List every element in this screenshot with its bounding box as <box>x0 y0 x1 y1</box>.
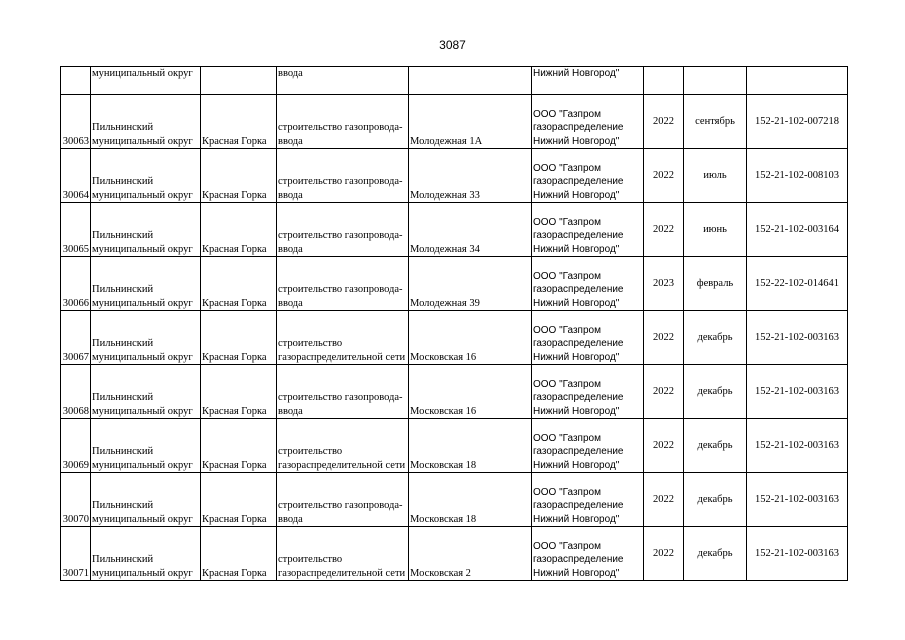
cell-work-line: строительство газопровода- <box>278 122 403 133</box>
cell-organization-line: ООО "Газпром <box>533 162 601 174</box>
cell-district <box>91 95 201 149</box>
cell-work-line: ввода <box>278 189 303 201</box>
cell-district <box>91 473 201 527</box>
table-row <box>61 149 848 203</box>
cell-organization-line: ООО "Газпром <box>533 432 601 444</box>
table-row <box>61 527 848 581</box>
cell-organization <box>532 257 644 311</box>
cell-organization <box>532 149 644 203</box>
cell-work-line: ввода <box>278 135 303 147</box>
table-row <box>61 473 848 527</box>
cell-organization-line: Нижний Новгород" <box>533 513 620 525</box>
cell-month: февраль <box>684 257 747 311</box>
cell-work-line: строительство газопровода- <box>278 500 403 511</box>
cell-district-line: Пильнинский <box>92 338 154 349</box>
cell-year: 2023 <box>644 257 684 311</box>
cell-month: декабрь <box>684 365 747 419</box>
cell-work <box>277 203 409 257</box>
cell-num <box>61 67 91 95</box>
cell-work <box>277 527 409 581</box>
cell-organization-line: Нижний Новгород" <box>533 567 620 579</box>
cell-district-line: Пильнинский <box>92 554 154 565</box>
cell-organization <box>532 95 644 149</box>
cell-organization-line: Нижний Новгород" <box>533 135 620 147</box>
cell-month: июль <box>684 149 747 203</box>
cell-organization-line: газораспределение <box>533 500 624 511</box>
cell-address: Московская 18 <box>409 473 532 527</box>
cell-district-line: муниципальный округ <box>92 189 193 201</box>
cell-settlement: Красная Горка <box>201 257 277 311</box>
cell-district-line: муниципальный округ <box>92 459 193 471</box>
cell-settlement <box>201 67 277 95</box>
table-row <box>61 419 848 473</box>
cell-organization-line: газораспределение <box>533 230 624 241</box>
cell-work <box>277 311 409 365</box>
cell-month: сентябрь <box>684 95 747 149</box>
cell-organization <box>532 365 644 419</box>
cell-district <box>91 527 201 581</box>
cell-organization-line: Нижний Новгород" <box>533 243 620 255</box>
cell-address: Московская 16 <box>409 311 532 365</box>
cell-organization-line: ООО "Газпром <box>533 540 601 552</box>
cell-organization-line: ООО "Газпром <box>533 486 601 498</box>
cell-organization <box>532 527 644 581</box>
cell-organization-line: ООО "Газпром <box>533 324 601 336</box>
cell-work <box>277 95 409 149</box>
cell-district-line: Пильнинский <box>92 230 154 241</box>
table-row <box>61 257 848 311</box>
cell-work-line: строительство газопровода- <box>278 230 403 241</box>
cell-settlement: Красная Горка <box>201 527 277 581</box>
cell-address <box>409 67 532 95</box>
cell-work-line: ввода <box>278 513 303 525</box>
cell-num: 30066 <box>61 257 91 311</box>
cell-code: 152-21-102-003163 <box>747 419 848 473</box>
cell-code: 152-21-102-003163 <box>747 311 848 365</box>
cell-district-line: муниципальный округ <box>92 135 193 147</box>
cell-district-line: Пильнинский <box>92 284 154 295</box>
cell-num: 30063 <box>61 95 91 149</box>
cell-work-line: строительство газопровода- <box>278 392 403 403</box>
cell-address: Молодежная 33 <box>409 149 532 203</box>
cell-district-line: Пильнинский <box>92 392 154 403</box>
cell-organization <box>532 203 644 257</box>
table-row <box>61 95 848 149</box>
table-row <box>61 311 848 365</box>
cell-settlement: Красная Горка <box>201 95 277 149</box>
cell-organization-line: газораспределение <box>533 284 624 295</box>
cell-year: 2022 <box>644 527 684 581</box>
cell-work-line: газораспределительной сети <box>278 351 406 363</box>
cell-num: 30068 <box>61 365 91 419</box>
cell-settlement: Красная Горка <box>201 311 277 365</box>
cell-work: ввода <box>277 67 409 95</box>
cell-year: 2022 <box>644 311 684 365</box>
cell-year: 2022 <box>644 419 684 473</box>
cell-district-line: муниципальный округ <box>92 405 193 417</box>
cell-organization-line: Нижний Новгород" <box>533 297 620 309</box>
cell-work <box>277 149 409 203</box>
cell-code: 152-21-102-003164 <box>747 203 848 257</box>
cell-work-line: строительство газопровода- <box>278 176 403 187</box>
cell-district <box>91 311 201 365</box>
cell-work <box>277 473 409 527</box>
cell-month: декабрь <box>684 419 747 473</box>
cell-organization-line: Нижний Новгород" <box>533 405 620 417</box>
cell-organization-line: газораспределение <box>533 392 624 403</box>
cell-district-line: муниципальный округ <box>92 297 193 309</box>
cell-year: 2022 <box>644 95 684 149</box>
cell-organization <box>532 419 644 473</box>
cell-organization-line: ООО "Газпром <box>533 108 601 120</box>
cell-work-line: строительство газопровода- <box>278 284 403 295</box>
cell-address: Московская 2 <box>409 527 532 581</box>
cell-work-line: ввода <box>278 405 303 417</box>
cell-month: декабрь <box>684 473 747 527</box>
cell-num: 30069 <box>61 419 91 473</box>
cell-num: 30067 <box>61 311 91 365</box>
cell-num: 30064 <box>61 149 91 203</box>
cell-work <box>277 365 409 419</box>
cell-district <box>91 203 201 257</box>
cell-address: Молодежная 1А <box>409 95 532 149</box>
cell-work <box>277 257 409 311</box>
cell-address: Молодежная 39 <box>409 257 532 311</box>
page-number: 3087 <box>439 38 466 52</box>
cell-settlement: Красная Горка <box>201 203 277 257</box>
cell-code: 152-21-102-003163 <box>747 473 848 527</box>
cell-district-line: Пильнинский <box>92 176 154 187</box>
cell-district <box>91 419 201 473</box>
cell-district-line: муниципальный округ <box>92 351 193 363</box>
cell-district-line: Пильнинский <box>92 122 154 133</box>
cell-num: 30070 <box>61 473 91 527</box>
cell-month <box>684 67 747 95</box>
cell-organization-line: Нижний Новгород" <box>533 189 620 201</box>
cell-settlement: Красная Горка <box>201 419 277 473</box>
cell-district <box>91 149 201 203</box>
cell-organization-line: газораспределение <box>533 338 624 349</box>
cell-district-line: Пильнинский <box>92 446 154 457</box>
cell-code: 152-21-102-003163 <box>747 365 848 419</box>
cell-num: 30065 <box>61 203 91 257</box>
cell-month: декабрь <box>684 527 747 581</box>
cell-organization-line: ООО "Газпром <box>533 378 601 390</box>
cell-organization <box>532 473 644 527</box>
cell-num: 30071 <box>61 527 91 581</box>
cell-district <box>91 365 201 419</box>
cell-work-line: строительство <box>278 338 343 349</box>
gas-objects-table <box>60 66 848 581</box>
cell-organization-line: газораспределение <box>533 446 624 457</box>
cell-year <box>644 67 684 95</box>
cell-year: 2022 <box>644 149 684 203</box>
cell-settlement: Красная Горка <box>201 149 277 203</box>
cell-district-line: муниципальный округ <box>92 513 193 525</box>
cell-address: Молодежная 34 <box>409 203 532 257</box>
cell-year: 2022 <box>644 365 684 419</box>
cell-address: Московская 16 <box>409 365 532 419</box>
cell-work-line: газораспределительной сети <box>278 567 406 579</box>
cell-district-line: муниципальный округ <box>92 567 193 579</box>
cell-organization: Нижний Новгород" <box>532 67 644 95</box>
cell-month: июнь <box>684 203 747 257</box>
cell-year: 2022 <box>644 203 684 257</box>
cell-code <box>747 67 848 95</box>
cell-organization-line: ООО "Газпром <box>533 270 601 282</box>
cell-work-line: ввода <box>278 297 303 309</box>
cell-settlement: Красная Горка <box>201 365 277 419</box>
cell-organization-line: Нижний Новгород" <box>533 459 620 471</box>
cell-work-line: газораспределительной сети <box>278 459 406 471</box>
cell-district <box>91 257 201 311</box>
cell-work-line: ввода <box>278 243 303 255</box>
cell-settlement: Красная Горка <box>201 473 277 527</box>
table-row <box>61 365 848 419</box>
cell-organization-line: газораспределение <box>533 122 624 133</box>
cell-code: 152-21-102-007218 <box>747 95 848 149</box>
cell-organization-line: газораспределение <box>533 554 624 565</box>
cell-district: муниципальный округ <box>91 67 201 95</box>
cell-code: 152-21-102-003163 <box>747 527 848 581</box>
cell-organization <box>532 311 644 365</box>
cell-month: декабрь <box>684 311 747 365</box>
continued-row <box>61 67 848 95</box>
cell-organization-line: Нижний Новгород" <box>533 351 620 363</box>
cell-work-line: строительство <box>278 446 343 457</box>
cell-work-line: строительство <box>278 554 343 565</box>
cell-organization-line: ООО "Газпром <box>533 216 601 228</box>
cell-code: 152-21-102-008103 <box>747 149 848 203</box>
table-row <box>61 203 848 257</box>
cell-work <box>277 419 409 473</box>
cell-address: Московская 18 <box>409 419 532 473</box>
cell-organization-line: газораспределение <box>533 176 624 187</box>
cell-district-line: муниципальный округ <box>92 243 193 255</box>
cell-district-line: Пильнинский <box>92 500 154 511</box>
cell-year: 2022 <box>644 473 684 527</box>
cell-code: 152-22-102-014641 <box>747 257 848 311</box>
